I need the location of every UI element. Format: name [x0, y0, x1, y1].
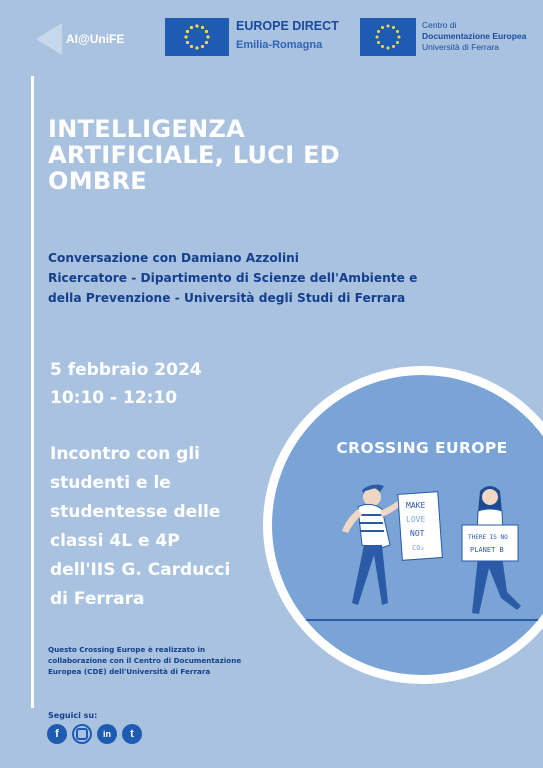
note-line: collaborazione con il Centro di Documentazione — [48, 656, 242, 665]
eu-flag-icon — [165, 18, 229, 56]
speaker-role-line: della Prevenzione - Università degli Studi di Ferrara — [48, 291, 406, 305]
facebook-glyph: f — [55, 728, 59, 740]
cde-line-2: Documentazione Europea — [422, 31, 527, 41]
meeting-line: dell'IIS G. Carducci — [50, 560, 231, 580]
facebook-icon[interactable] — [47, 724, 67, 744]
twitter-glyph: t — [130, 728, 134, 740]
linkedin-glyph: in — [103, 729, 111, 739]
meeting-line: classi 4L e 4P — [50, 531, 180, 551]
cde-line-1: Centro di — [422, 20, 457, 30]
ai-unife-logo-text: AI@UniFE — [66, 32, 125, 46]
cde-logo-text — [422, 20, 542, 53]
meeting-line: studentesse delle — [50, 502, 221, 522]
poster-title — [48, 116, 448, 194]
event-date: 5 febbraio 2024 — [50, 360, 202, 380]
logo-triangle-icon — [36, 23, 62, 55]
illustration-title: CROSSING EUROPE — [336, 439, 508, 457]
right-protest-sign — [462, 525, 518, 561]
europe-direct-subtitle: Emilia-Romagna — [236, 39, 323, 51]
instagram-glyph — [76, 728, 88, 740]
title-line: INTELLIGENZA — [48, 115, 246, 143]
speaker-role-line: Ricercatore - Dipartimento di Scienze dell'Ambiente e — [48, 271, 418, 285]
eu-flag-icon — [360, 18, 416, 56]
instagram-icon[interactable] — [72, 724, 92, 744]
twitter-icon[interactable] — [122, 724, 142, 744]
meeting-line: di Ferrara — [50, 589, 145, 609]
meeting-line: Incontro con gli — [50, 444, 200, 464]
crossing-europe-illustration — [263, 366, 543, 684]
collaboration-note — [48, 644, 278, 677]
speaker-line: Conversazione con Damiano Azzolini — [48, 251, 299, 265]
note-line: Questo Crossing Europe è realizzato in — [48, 645, 206, 654]
eu-stars-icon — [360, 18, 416, 56]
protesters-illustration — [272, 375, 543, 675]
speaker-info — [48, 248, 528, 308]
event-datetime — [50, 356, 202, 412]
eu-stars-icon — [165, 18, 229, 56]
social-links — [47, 724, 142, 744]
note-line: Europea (CDE) dell'Università di Ferrara — [48, 667, 211, 676]
sign-left-line: MAKE — [406, 501, 426, 510]
title-line: OMBRE — [48, 167, 147, 195]
left-protester-figure — [342, 485, 406, 605]
sign-right-line: THERE IS NO — [468, 534, 508, 541]
sign-left-line: LOVE — [406, 515, 426, 524]
follow-us-label: Seguici su: — [48, 711, 98, 720]
title-line: ARTIFICIALE, LUCI ED — [48, 141, 341, 169]
vertical-divider — [31, 76, 34, 708]
meeting-line: studenti e le — [50, 473, 171, 493]
sign-left-line: CO₂ — [412, 544, 425, 552]
left-protest-sign — [398, 492, 443, 561]
cde-line-3: Università di Ferrara — [422, 42, 499, 52]
meeting-description — [50, 440, 285, 614]
event-time: 10:10 - 12:10 — [50, 388, 178, 408]
europe-direct-title: EUROPE DIRECT — [236, 19, 339, 33]
linkedin-icon[interactable] — [97, 724, 117, 744]
ai-unife-logo — [36, 22, 146, 56]
sign-left-line: NOT — [410, 529, 425, 538]
sign-right-line: PLANET B — [470, 546, 504, 554]
